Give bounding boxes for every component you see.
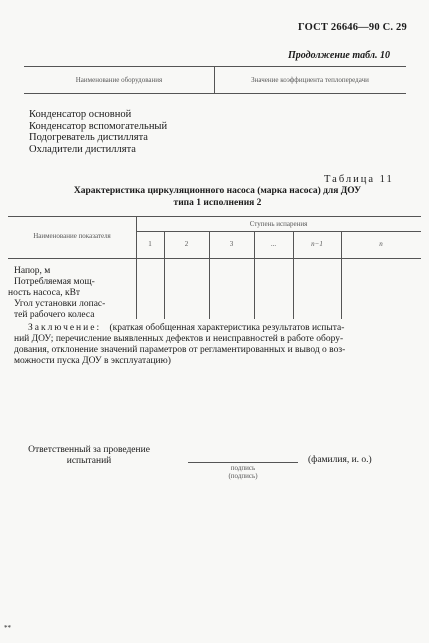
table-row: Охладители дистиллята [29,143,136,155]
table10-rows [29,109,167,155]
stage-3: 3 [229,240,234,248]
responsible-label: Ответственный за проведение испытаний [28,445,150,466]
conclusion-line2: ний ДОУ; перечисление выявленных дефектов и неисправностей в работе обору- [14,334,344,344]
table-row: Подогреватель дистиллята [29,132,148,143]
table10-continuation: Продолжение табл. 10 [288,50,391,61]
table11-stages-header: Ступень испарения [249,220,308,228]
table-row: Конденсатор вспомогательный [29,120,168,132]
signature-caption: подпись (подпись) [228,464,258,480]
conclusion-label: Заключение: [28,323,102,333]
table11-stage-border [136,231,421,232]
stage-n-minus-1: n−1 [311,240,323,248]
table11-col-name: Наименование показателя [33,232,111,240]
stage-ellipsis: ... [270,240,277,248]
table-row: Конденсатор основной [29,109,132,120]
table10-header-border [24,93,406,94]
conclusion-line4: можности пуска ДОУ в эксплуатацию) [14,356,171,366]
table10-col-coefficient: Значение коэффициента теплопередачи [251,76,369,84]
stage-n: n [379,240,383,248]
table11-label: Таблица 11 [324,174,394,185]
table11-rows [8,266,136,321]
table11-title-line2: типа 1 исполнения 2 [173,198,262,208]
conclusion-line3: дования, отклонение значений параметров от регламентированных и вывод о воз- [14,345,346,355]
table11-col-divider-name [136,216,137,319]
table-row: Напор, м [14,266,51,276]
stage-1: 1 [148,240,152,248]
fio-caption: (фамилия, и. о.) [308,455,372,465]
conclusion-line1: (краткая обобщенная характеристика результатов испыта- [109,323,345,333]
signature-line [188,462,298,463]
conclusion [14,323,416,367]
footer-mark: ** [4,624,11,632]
table10-col-equipment: Наименование оборудования [75,76,163,84]
page-header-gost: ГОСТ 26646—90 С. 29 [298,22,407,33]
table10-top-border [24,66,406,67]
table11-header-border [8,258,421,259]
table-row: Потребляемая мощ- [14,277,95,287]
table-row: ность насоса, кВт [8,288,81,298]
table-row: тей рабочего колеса [14,310,95,320]
stage-2: 2 [184,240,189,248]
table-row: Угол установки лопас- [14,299,106,309]
table11-title-line1: Характеристика циркуляционного насоса (марка насоса) для ДОУ [73,186,362,196]
table11-top-border [8,216,421,217]
